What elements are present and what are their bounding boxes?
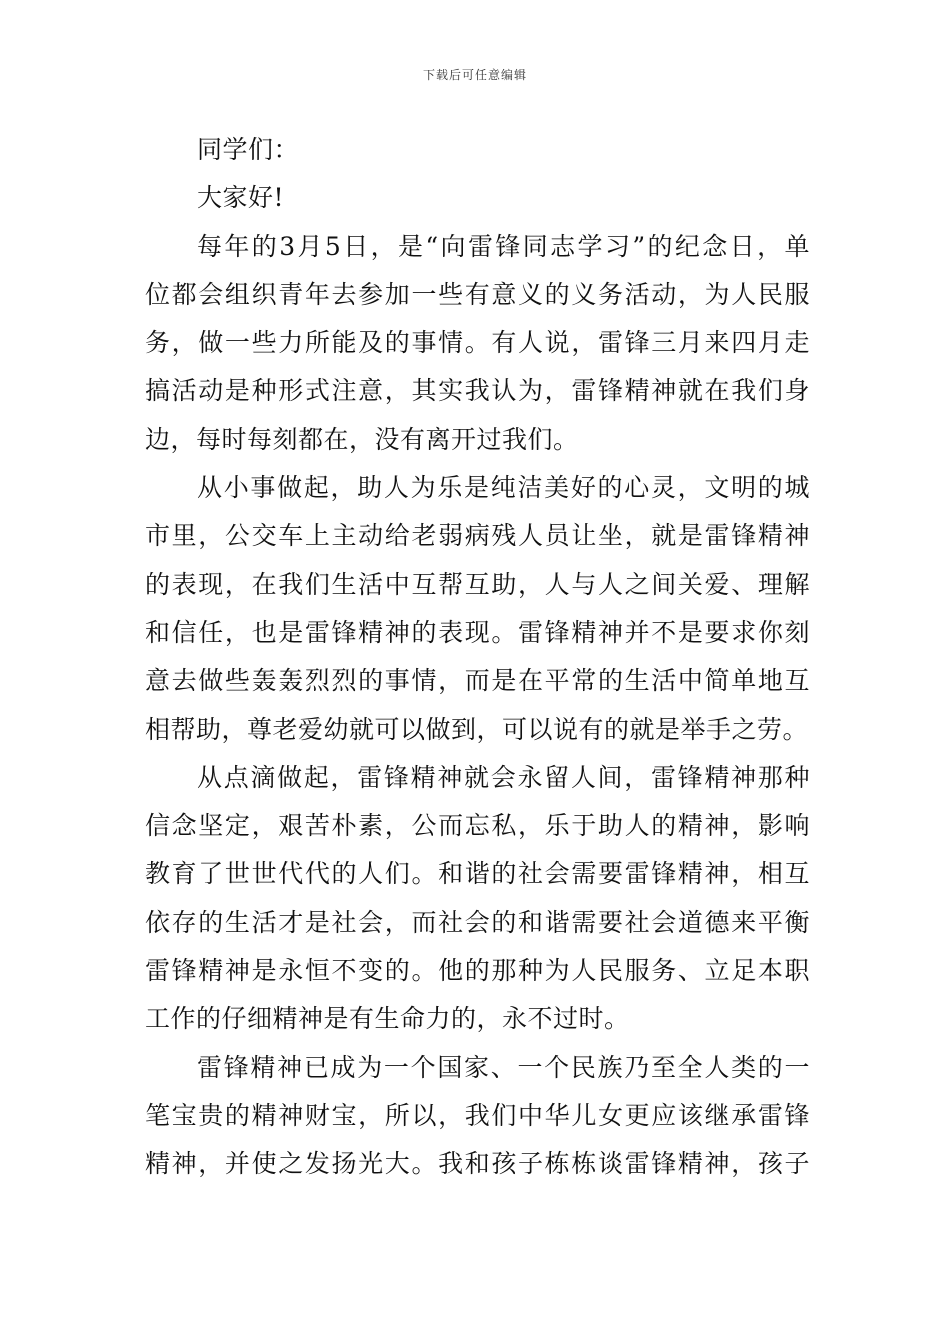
- text-line: 依存的生活才是社会，而社会的和谐需要社会道德来平衡: [145, 907, 810, 937]
- text-line: 每年的3月5日，是“向雷锋同志学习”的纪念日，单: [197, 231, 810, 261]
- text-line: 从点滴做起，雷锋精神就会永留人间，雷锋精神那种: [197, 762, 810, 792]
- text-line: 笔宝贵的精神财宝，所以，我们中华儿女更应该继承雷锋: [145, 1100, 810, 1130]
- page-header: 下载后可任意编辑: [422, 68, 527, 82]
- text-line: 雷锋精神是永恒不变的。他的那种为人民服务、立足本职: [145, 956, 810, 986]
- text-line: 同学们：: [197, 135, 300, 164]
- text-line: 位都会组织青年去参加一些有意义的义务活动，为人民服: [145, 279, 810, 309]
- text-line: 务，做一些力所能及的事情。有人说，雷锋三月来四月走: [145, 328, 810, 358]
- text-line: 从小事做起，助人为乐是纯洁美好的心灵，文明的城: [197, 473, 810, 503]
- text-line: 相帮助，尊老爱幼就可以做到，可以说有的就是举手之劳。: [145, 714, 809, 744]
- text-line: 市里，公交车上主动给老弱病残人员让坐，就是雷锋精神: [145, 521, 810, 551]
- text-line: 的表现，在我们生活中互帮互助，人与人之间关爱、理解: [145, 569, 810, 599]
- document-body: [145, 126, 810, 1189]
- text-line: 搞活动是种形式注意，其实我认为，雷锋精神就在我们身: [145, 376, 810, 406]
- text-line: 边，每时每刻都在，没有离开过我们。: [145, 424, 579, 454]
- text-line: 大家好!: [197, 183, 285, 213]
- text-line: 工作的仔细精神是有生命力的，永不过时。: [145, 1004, 630, 1034]
- text-line: 精神，并使之发扬光大。我和孩子栋栋谈雷锋精神，孩子: [145, 1149, 810, 1179]
- text-line: 意去做些轰轰烈烈的事情，而是在平常的生活中简单地互: [145, 666, 810, 696]
- text-line: 和信任，也是雷锋精神的表现。雷锋精神并不是要求你刻: [145, 617, 810, 647]
- text-line: 教育了世世代代的人们。和谐的社会需要雷锋精神，相互: [145, 859, 810, 889]
- text-line: 信念坚定，艰苦朴素，公而忘私，乐于助人的精神，影响: [145, 811, 810, 841]
- text-line: 雷锋精神已成为一个国家、一个民族乃至全人类的一: [197, 1052, 810, 1082]
